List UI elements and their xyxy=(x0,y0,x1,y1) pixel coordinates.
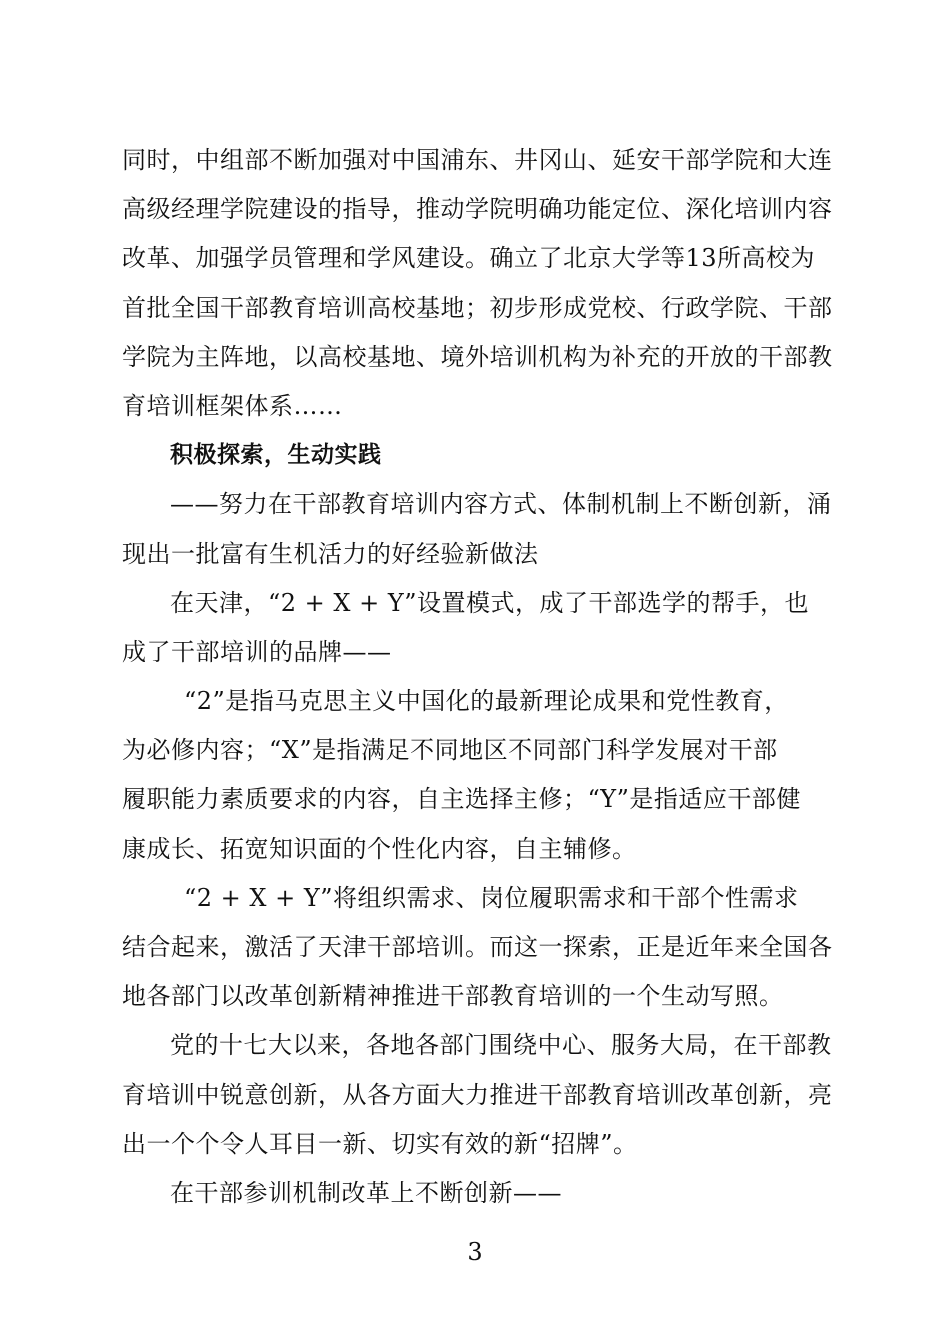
text-line: 现出一批富有生机活力的好经验新做法 xyxy=(122,539,539,568)
text-line: 成了干部培训的品牌—— xyxy=(122,637,392,666)
page-number: 3 xyxy=(467,1238,483,1266)
text-line: 同时，中组部不断加强对中国浦东、井冈山、延安干部学院和大连 xyxy=(122,146,833,174)
text-line: 首批全国干部教育培训高校基地；初步形成党校、行政学院、干部 xyxy=(122,293,833,322)
text-line: 改革、加强学员管理和学风建设。确立了北京大学等13所高校为 xyxy=(122,244,816,273)
text-line: 地各部门以改革创新精神推进干部教育培训的一个生动写照。 xyxy=(122,982,784,1011)
text-line: 履职能力素质要求的内容，自主选择主修；“Y”是指适应干部健 xyxy=(122,785,801,814)
text-line: 在天津，“2 + X + Y”设置模式，成了干部选学的帮手，也 xyxy=(170,588,809,617)
text-line: 结合起来，激活了天津干部培训。而这一探索，正是近年来全国各 xyxy=(122,933,833,961)
text-line: 康成长、拓宽知识面的个性化内容，自主辅修。 xyxy=(122,834,637,863)
text-line: “2 + X + Y”将组织需求、岗位履职需求和干部个性需求 xyxy=(184,883,799,912)
text-line: 出一个个令人耳目一新、切实有效的新“招牌”。 xyxy=(122,1129,638,1158)
text-line: 学院为主阵地，以高校基地、境外培训机构为补充的开放的干部教 xyxy=(122,342,833,371)
text-line: 育培训中锐意创新，从各方面大力推进干部教育培训改革创新，亮 xyxy=(122,1080,833,1109)
text-line: 为必修内容；“X”是指满足不同地区不同部门科学发展对干部 xyxy=(122,736,778,765)
text-line: ——努力在干部教育培训内容方式、体制机制上不断创新，涌 xyxy=(170,490,832,519)
text-line: 育培训框架体系…… xyxy=(122,391,343,420)
section-heading: 积极探索，生动实践 xyxy=(170,442,382,469)
text-line: 在干部参训机制改革上不断创新—— xyxy=(170,1178,562,1207)
text-line: “2”是指马克思主义中国化的最新理论成果和党性教育， xyxy=(184,687,789,716)
body-text xyxy=(122,136,833,1218)
text-line: 高级经理学院建设的指导，推动学院明确功能定位、深化培训内容 xyxy=(122,195,833,224)
text-line: 党的十七大以来，各地各部门围绕中心、服务大局，在干部教 xyxy=(170,1031,832,1060)
